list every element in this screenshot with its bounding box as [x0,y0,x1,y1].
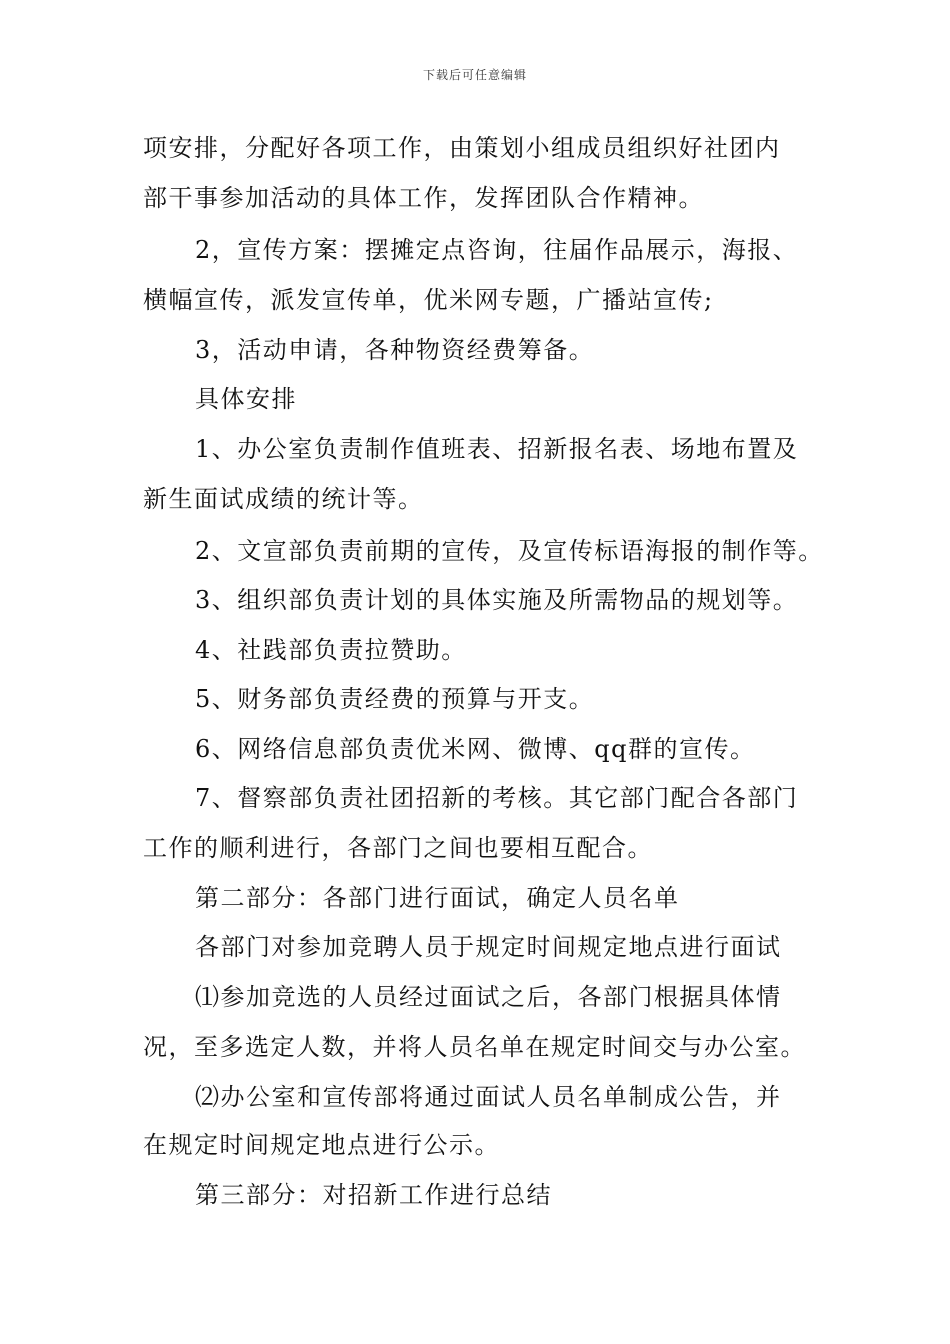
paragraph-line: ⑴参加竞选的人员经过面试之后，各部门根据具体情 [195,983,782,1011]
list-item: 6、网络信息部负责优米网、微博、qq群的宣传。 [195,735,756,763]
paragraph-line: 2，宣传方案：摆摊定点咨询，往届作品展示，海报、 [195,236,799,264]
paragraph-line: 各部门对参加竞聘人员于规定时间规定地点进行面试 [195,933,782,961]
list-item: 5、财务部负责经费的预算与开支。 [195,685,595,713]
list-item-continuation: 新生面试成绩的统计等。 [143,485,424,513]
paragraph-line: 况，至多选定人数，并将人员名单在规定时间交与办公室。 [143,1033,806,1061]
list-item: 1、办公室负责制作值班表、招新报名表、场地布置及 [195,435,799,463]
list-item: 3、组织部负责计划的具体实施及所需物品的规划等。 [195,586,799,614]
paragraph-line: 3，活动申请，各种物资经费筹备。 [195,336,595,364]
paragraph-line: 横幅宣传，派发宣传单，优米网专题，广播站宣传; [143,286,714,314]
section-heading: 第二部分：各部门进行面试，确定人员名单 [195,884,680,912]
paragraph-line: 在规定时间规定地点进行公示。 [143,1131,500,1159]
paragraph-line: 项安排，分配好各项工作，由策划小组成员组织好社团内 [143,134,781,162]
list-item-continuation: 工作的顺利进行，各部门之间也要相互配合。 [143,834,653,862]
section-heading: 具体安排 [195,385,297,413]
list-item: 4、社践部负责拉赞助。 [195,636,467,664]
header-note: 下载后可任意编辑 [422,68,527,82]
paragraph-line: 部干事参加活动的具体工作，发挥团队合作精神。 [143,184,704,212]
section-heading: 第三部分：对招新工作进行总结 [195,1181,552,1209]
list-item: 7、督察部负责社团招新的考核。其它部门配合各部门 [195,784,799,812]
paragraph-line: ⑵办公室和宣传部将通过面试人员名单制成公告，并 [195,1083,782,1111]
list-item: 2、文宣部负责前期的宣传，及宣传标语海报的制作等。 [195,537,824,565]
